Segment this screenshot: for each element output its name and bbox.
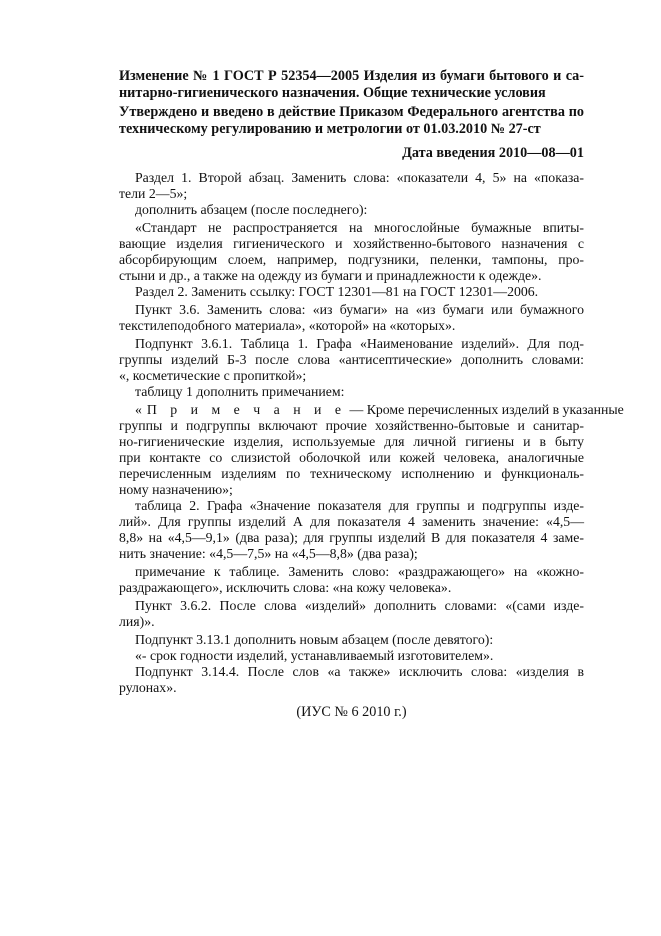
paragraph-note	[119, 402, 624, 498]
text-line: Пункт 3.6. Заменить слова: «из бумаги» на «из бумаги или бумажного	[135, 302, 584, 317]
text-line: нить значение: «4,5—7,5» на «4,5—8,8» (два раза);	[119, 546, 418, 561]
approval-line: Утверждено и введено в действие Приказом Федерального агентства по	[119, 104, 584, 120]
text-line: дополнить абзацем (после последнего):	[135, 202, 368, 217]
text-line: «- срок годности изделий, устанавливаемый изготовителем».	[135, 648, 494, 663]
text-line: рулонах».	[119, 680, 177, 695]
paragraph-table1-note	[119, 384, 584, 400]
paragraph-section1	[119, 170, 584, 202]
text-line: вающие изделия гигиенического и хозяйственно-бытового назначения с	[119, 236, 584, 251]
text-line: текстилеподобного материала», «которой» на «которых».	[119, 318, 456, 333]
text-line: тели 2—5»;	[119, 186, 188, 201]
effective-date: Дата введения 2010—08—01	[402, 145, 584, 161]
paragraph-item-3-14-4	[119, 664, 584, 696]
text-line: таблицу 1 дополнить примечанием:	[135, 384, 345, 399]
text-line: Раздел 2. Заменить ссылку: ГОСТ 12301—81 на ГОСТ 12301—2006.	[135, 284, 539, 299]
text-line: «Стандарт не распространяется на многослойные бумажные впиты-	[135, 220, 584, 235]
paragraph-item-3-13-1	[119, 632, 584, 648]
document-header	[119, 68, 584, 161]
paragraph-section2	[119, 284, 584, 300]
text-line: Подпункт 3.6.1. Таблица 1. Графа «Наименование изделий». Для под-	[135, 336, 584, 351]
text-line: Пункт 3.6.2. После слова «изделий» дополнить словами: «(сами изде-	[135, 598, 584, 613]
text-line: стыни и др., а также на одежду из бумаги и принадлежности к одежде».	[119, 268, 542, 283]
text-line: Подпункт 3.13.1 дополнить новым абзацем (после девятого):	[135, 632, 494, 647]
text-line: раздражающего», исключить слова: «на кожу человека».	[119, 580, 452, 595]
text-line: группы изделий Б-3 после слова «антисептические» дополнить словами:	[119, 352, 584, 367]
text-line: перечисленным изделиям по техническому исполнению и функциональ-	[119, 466, 584, 481]
paragraph-item-3-6-2	[119, 598, 584, 630]
text-line: группы и подгруппы включают прочие хозяйственно-бытовые и санитар-	[119, 418, 584, 433]
text-line: таблица 2. Графа «Значение показателя для группы и подгруппы изде-	[135, 498, 584, 513]
approval-line: техническому регулированию и метрологии от 01.03.2010 № 27-ст	[119, 121, 541, 137]
text-line: Раздел 1. Второй абзац. Заменить слова: «показатели 4, 5» на «показа-	[135, 170, 584, 185]
paragraph-shelf-life	[119, 648, 584, 664]
publication-reference: (ИУС № 6 2010 г.)	[296, 704, 407, 720]
amendment-title-line: Изменение № 1 ГОСТ Р 52354—2005 Изделия из бумаги бытового и са-	[119, 68, 584, 84]
paragraph-item-3-6	[119, 302, 584, 334]
text-line: лия)».	[119, 614, 155, 629]
note-text: — Кроме перечисленных изделий в указанные	[349, 402, 624, 417]
text-line: при контакте со слизистой оболочкой или кожей человека, аналогичные	[119, 450, 584, 465]
text-line: примечание к таблице. Заменить слово: «раздражающего» на «кожно-	[135, 564, 584, 579]
text-line: 8,8» на «4,5—9,1» (два раза); для группы изделий В для показателя 4 заме-	[119, 530, 584, 545]
text-line: абсорбирующим слоем, например, подгузники, пеленки, тампоны, про-	[119, 252, 584, 267]
amendment-title-line: нитарно-гигиенического назначения. Общие технические условия	[119, 85, 546, 101]
amendment-title	[119, 68, 584, 102]
text-line: но-гигиенические изделия, используемые для личной гигиены и в быту	[119, 434, 584, 449]
approval-statement	[119, 104, 584, 138]
paragraph-item-3-6-1	[119, 336, 584, 384]
text-line: ному назначению»;	[119, 482, 233, 497]
paragraph-table-note	[119, 564, 584, 596]
paragraph-standard-scope	[119, 220, 584, 284]
paragraph-table2	[119, 498, 584, 562]
paragraph-add-clause	[119, 202, 584, 218]
text-line	[119, 402, 624, 418]
text-line: лий». Для группы изделий А для показателя 4 заменить значение: «4,5—	[119, 514, 584, 529]
text-line: Подпункт 3.14.4. После слов «а также» исключить слова: «изделия в	[135, 664, 584, 679]
text-line: «, косметические с пропиткой»;	[119, 368, 307, 383]
document-body	[119, 170, 624, 696]
note-label: «П р и м е ч а н и е	[135, 402, 346, 417]
